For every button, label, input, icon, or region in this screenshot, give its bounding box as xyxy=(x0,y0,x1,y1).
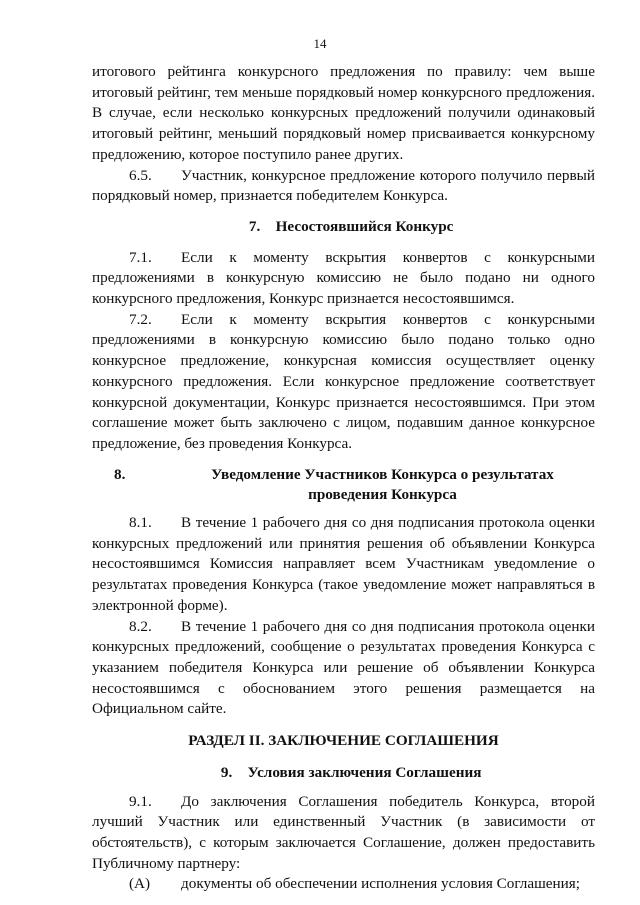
heading-title: Условия заключения Соглашения xyxy=(247,763,482,781)
paragraph-8-2 xyxy=(92,617,595,721)
list-item-marker: (А) xyxy=(129,875,151,893)
paragraph-number: 6.5. xyxy=(129,166,152,184)
document-body xyxy=(92,62,595,895)
heading-8 xyxy=(92,465,595,506)
paragraph-text: До заключения Соглашения победитель Конкурса, второй лучший Участник или единственный Участник (в зависимости от обстоятельств), с которым заключается Соглашение, должен предоставить Публичному партнеру: xyxy=(92,792,595,872)
heading-number: 8. xyxy=(114,465,126,483)
paragraph-7-2 xyxy=(92,310,595,455)
heading-number: 7. xyxy=(248,217,261,235)
paragraph-7-1 xyxy=(92,248,595,310)
heading-number: 9. xyxy=(220,763,233,781)
paragraph-number: 8.2. xyxy=(129,617,152,635)
paragraph-6-5 xyxy=(92,166,595,207)
paragraph-8-1 xyxy=(92,513,595,617)
paragraph-number: 9.1. xyxy=(129,792,152,810)
paragraph-text: В течение 1 рабочего дня со дня подписания протокола оценки конкурсных предложений или принятия решения об объявлении Конкурса несостоявшимся Комиссия направляет всем Участникам уведомление о результатах проведения Конкурса (такое уведомление может направляться в электронной форме). xyxy=(92,514,595,614)
paragraph-6-4-continuation: итогового рейтинга конкурсного предложения по правилу: чем выше итоговый рейтинг, тем меньше порядковый номер конкурсного предложения. В случае, если несколько конкурсных предложений получили одинаковый итоговый рейтинг, меньший порядковый номер присваивается конкурсному предложению, которое поступило ранее других. xyxy=(92,63,595,163)
heading-title: Несостоявшийся Конкурс xyxy=(275,217,454,235)
paragraph-text: В течение 1 рабочего дня со дня подписания протокола оценки конкурсных предложений, сообщение о результатах проведения Конкурса с указанием победителя Конкурса или решение об объявлении Конкурса несостоявшимся с обоснованием этого решения размещается на Официальном сайте. xyxy=(92,617,595,718)
heading-7 xyxy=(92,217,595,238)
heading-9 xyxy=(92,763,595,784)
page-number: 14 xyxy=(313,36,327,51)
heading-title: Уведомление Участников Конкурса о результатах проведения Конкурса xyxy=(211,465,554,504)
paragraph-number: 7.2. xyxy=(129,310,152,328)
list-item-a xyxy=(92,874,595,895)
section-heading: РАЗДЕЛ II. ЗАКЛЮЧЕНИЕ СОГЛАШЕНИЯ xyxy=(188,732,499,750)
paragraph-number: 8.1. xyxy=(129,514,152,532)
paragraph-text: Если к моменту вскрытия конвертов с конкурсными предложениями в конкурсную комиссию было подано только одно конкурсное предложение, конкурсная комиссия осуществляет оценку конкурсного предложения. Если конкурсное предложение соответствует конкурсной документации, Конкурс признается несостоявшимся. При этом соглашение может быть заключено с лицом, подавшим данное конкурсное предложение, без проведения Конкурса. xyxy=(92,310,595,452)
paragraph-number: 7.1. xyxy=(129,248,152,266)
list-item-text: документы об обеспечении исполнения условия Соглашения; xyxy=(181,875,581,893)
paragraph-text: Если к моменту вскрытия конвертов с конкурсными предложениями в конкурсную комиссию не было подано ни одного конкурсного предложения, Конкурс признается несостоявшимся. xyxy=(92,248,595,308)
paragraph-9-1 xyxy=(92,792,595,875)
paragraph-text: Участник, конкурсное предложение которого получило первый порядковый номер, признается победителем Конкурса. xyxy=(92,166,595,205)
